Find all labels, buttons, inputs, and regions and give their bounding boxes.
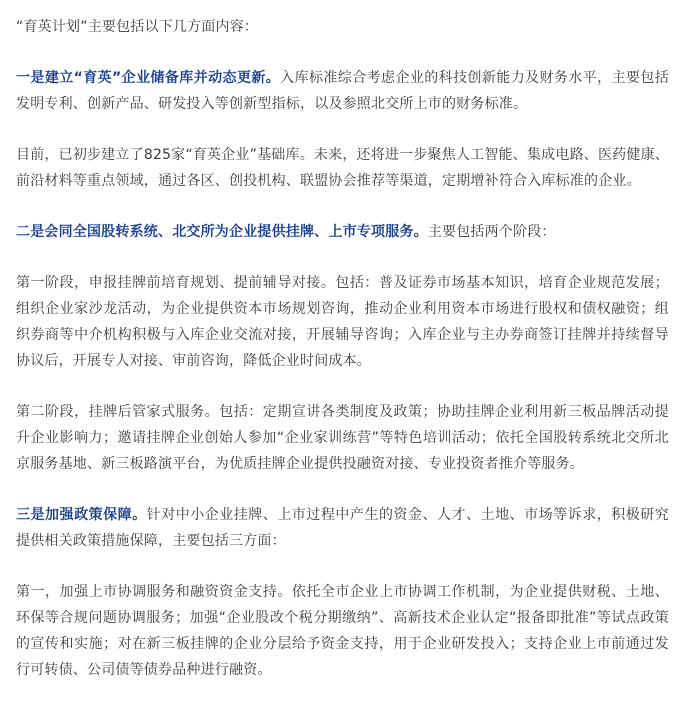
section2-stage1-paragraph	[16, 270, 669, 374]
section3-lead: 三是加强政策保障。	[16, 507, 147, 523]
section3-body: 针对中小企业挂牌、上市过程中产生的资金、人才、土地、市场等诉求，积极研究提供相关政策措施保障，主要包括三方面：	[16, 507, 669, 549]
section3-point1-paragraph	[16, 579, 669, 683]
section1-paragraph	[16, 65, 669, 117]
intro-text: “育英计划”主要包括以下几方面内容：	[16, 19, 259, 35]
section2-stage2-paragraph	[16, 399, 669, 477]
intro-paragraph	[16, 14, 669, 40]
section1-lead: 一是建立“育英”企业储备库并动态更新。	[16, 70, 281, 86]
section2-stage2-text: 第二阶段，挂牌后管家式服务。包括：定期宣讲各类制度及政策；协助挂牌企业利用新三板品牌活动提升企业影响力；邀请挂牌企业创始人参加“企业家训练营”等特色培训活动；依托全国股转系统北交所北京服务基地、新三板路演平台，为优质挂牌企业提供投融资对接、专业投资者推介等服务。	[16, 404, 669, 472]
section2-paragraph	[16, 219, 669, 245]
section1-detail-paragraph	[16, 142, 669, 194]
section3-point1-text: 第一，加强上市协调服务和融资资金支持。依托全市企业上市协调工作机制，为企业提供财税、土地、环保等合规问题协调服务；加强“企业股改个税分期缴纳”、高新技术企业认定“报备即批准”等试点政策的宣传和实施；对在新三板挂牌的企业分层给予资金支持，用于企业研发投入；支持企业上市前通过发行可转债、公司债等债券品种进行融资。	[16, 584, 669, 678]
section2-stage1-text: 第一阶段，申报挂牌前培育规划、提前辅导对接。包括：普及证券市场基本知识，培育企业规范发展；组织企业家沙龙活动，为企业提供资本市场规划咨询，推动企业利用资本市场进行股权和债权融资；组织券商等中介机构积极与入库企业交流对接，开展辅导咨询；入库企业与主办券商签订挂牌并持续督导协议后，开展专人对接、审前咨询，降低企业时间成本。	[16, 275, 669, 369]
section3-paragraph	[16, 502, 669, 554]
section2-lead: 二是会同全国股转系统、北交所为企业提供挂牌、上市专项服务。	[16, 224, 428, 240]
section1-detail-text: 目前，已初步建立了825家“育英企业”基础库。未来，还将进一步聚焦人工智能、集成电路、医药健康、前沿材料等重点领域，通过各区、创投机构、联盟协会推荐等渠道，定期增补符合入库标准的企业。	[16, 147, 669, 189]
section1-body: 入库标准综合考虑企业的科技创新能力及财务水平，主要包括发明专利、创新产品、研发投入等创新型指标，以及参照北交所上市的财务标准。	[16, 70, 669, 112]
section2-body: 主要包括两个阶段：	[427, 224, 556, 240]
